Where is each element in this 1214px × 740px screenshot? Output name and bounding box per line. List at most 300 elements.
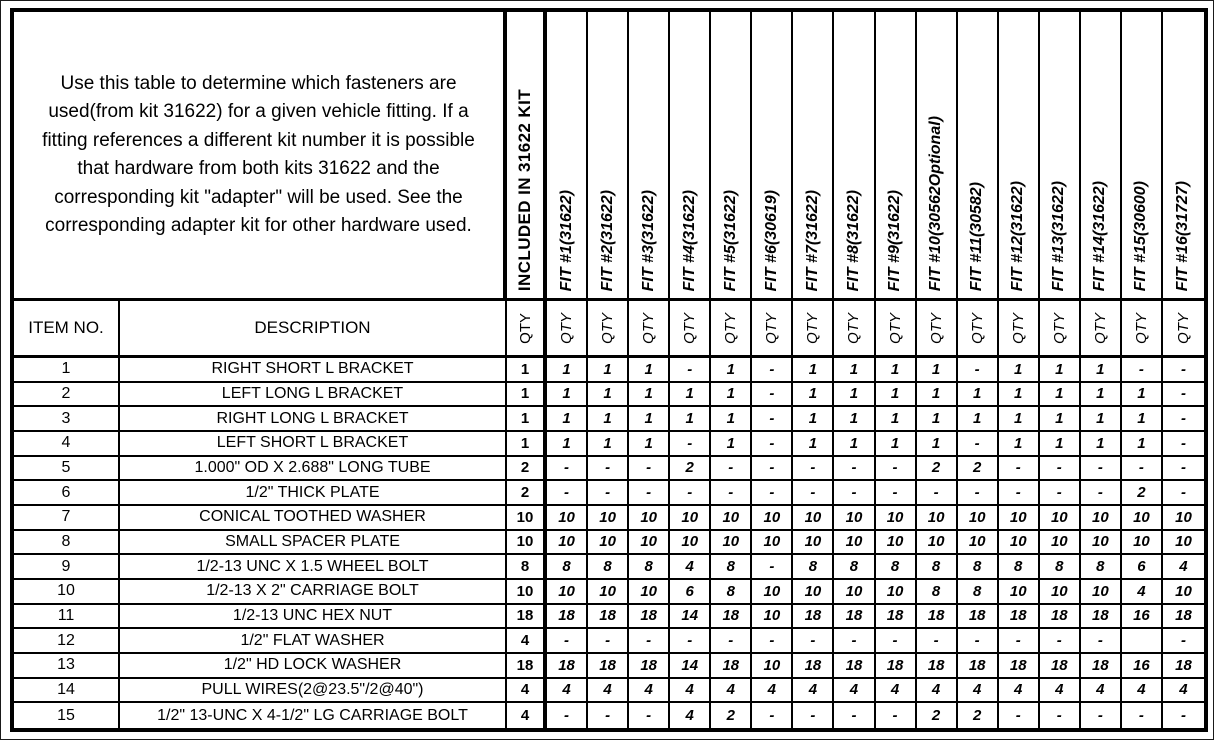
fit-qty-cell — [917, 679, 958, 704]
fit-qty-cell — [1163, 407, 1204, 432]
fit-qty-cell — [958, 383, 999, 408]
fit-qty-cell-label: 10 — [1050, 508, 1068, 526]
fit-qty-cell-label: - — [605, 484, 611, 502]
fit-qty-cell-label: 1 — [931, 360, 941, 378]
fit-qty-cell — [547, 555, 588, 580]
fit-qty-cell — [958, 654, 999, 679]
fit-qty-cell-label: 4 — [562, 681, 571, 699]
fit-qty-cell-label: - — [1180, 410, 1186, 428]
fit-qty-cell-label: 1 — [644, 360, 653, 378]
fit-qty-cell — [917, 358, 958, 383]
fit-qty-cell — [1081, 531, 1122, 556]
fit-qty-cell — [629, 555, 670, 580]
fit-qty-cell-label: - — [810, 459, 816, 477]
fit-qty-cell-label: 2 — [972, 459, 982, 477]
fit-qty-cell-label: - — [646, 632, 652, 650]
fit-qty-cell-label: 18 — [845, 607, 863, 625]
fit-qty-cell — [547, 506, 588, 531]
fit-qty-cell — [958, 703, 999, 728]
fit-qty-cell — [752, 481, 793, 506]
item-no-cell-label: 13 — [57, 656, 75, 674]
item-no-cell-label: 14 — [57, 680, 75, 698]
fit-qty-cell-label: - — [728, 632, 734, 650]
fit-qty-cell-label: 1 — [644, 385, 653, 403]
fit-column-header-3 — [629, 12, 670, 301]
fit-qty-cell-label: - — [1180, 360, 1186, 378]
fit-qty-cell — [917, 703, 958, 728]
fit-qty-cell-label: - — [851, 459, 857, 477]
fit-qty-cell-label: - — [851, 484, 857, 502]
fit-qty-cell-label: 1 — [931, 434, 941, 452]
fit-qty-cell-label: - — [1097, 707, 1103, 725]
fit-qty-cell-label: 10 — [558, 582, 575, 600]
fit-qty-header-11-label: QTY — [968, 312, 986, 344]
kit-qty-cell — [507, 407, 547, 432]
fit-qty-cell-label: 16 — [1133, 607, 1150, 625]
fit-qty-cell — [1163, 580, 1204, 605]
fit-qty-cell — [1040, 358, 1081, 383]
fit-qty-cell-label: 1 — [890, 360, 900, 378]
fit-qty-cell-label: 10 — [886, 508, 904, 526]
fit-qty-cell-label: 14 — [681, 656, 699, 674]
fit-qty-cell — [834, 358, 875, 383]
fit-column-header-9-label: FIT #9(31622) — [886, 189, 904, 291]
fit-qty-cell — [670, 679, 711, 704]
fit-qty-cell — [1122, 654, 1163, 679]
fit-qty-cell-label: 1 — [890, 434, 900, 452]
fit-qty-cell-label: 1 — [1137, 385, 1146, 403]
fit-qty-cell — [1040, 580, 1081, 605]
fit-qty-cell-label: 10 — [640, 582, 657, 600]
kit-qty-cell-label: 18 — [516, 656, 534, 674]
fit-qty-cell-label: 1 — [1014, 385, 1023, 403]
fit-qty-cell-label: 4 — [1055, 681, 1064, 699]
fit-qty-cell — [711, 703, 752, 728]
item-no-cell — [14, 703, 120, 728]
fit-qty-header-13-label: QTY — [1050, 312, 1068, 344]
fit-qty-cell-label: 4 — [849, 681, 859, 699]
fit-qty-header-3 — [629, 301, 670, 358]
fit-qty-cell-label: 10 — [927, 533, 945, 551]
fit-qty-cell-label: - — [933, 484, 939, 502]
fit-qty-cell-label: - — [892, 484, 898, 502]
fit-qty-cell — [1081, 580, 1122, 605]
fit-qty-cell-label: 1 — [1055, 360, 1064, 378]
fit-qty-cell — [1122, 358, 1163, 383]
fit-qty-cell-label: 1 — [808, 410, 818, 428]
fit-qty-cell — [588, 407, 629, 432]
fit-qty-cell-label: 10 — [927, 508, 945, 526]
item-no-cell — [14, 407, 120, 432]
fit-qty-cell — [711, 407, 752, 432]
fit-qty-cell — [588, 432, 629, 457]
fit-qty-cell — [1081, 629, 1122, 654]
kit-qty-cell-label: 8 — [520, 558, 530, 576]
fit-qty-cell — [547, 457, 588, 482]
fit-qty-cell-label: 18 — [968, 656, 986, 674]
fit-qty-cell-label: 4 — [767, 681, 777, 699]
fit-qty-cell — [793, 358, 834, 383]
fit-qty-cell — [1122, 506, 1163, 531]
fit-column-header-5 — [711, 12, 752, 301]
fit-column-header-1-label: FIT #1(31622) — [557, 189, 575, 291]
fit-qty-cell — [711, 383, 752, 408]
fit-qty-cell — [1122, 555, 1163, 580]
fit-qty-cell-label: 8 — [972, 582, 982, 600]
fit-qty-cell — [999, 383, 1040, 408]
fit-qty-cell — [793, 679, 834, 704]
fit-qty-cell-label: 10 — [1175, 508, 1192, 526]
included-kit-column-header — [507, 12, 547, 301]
fit-qty-cell-label: 4 — [1179, 558, 1188, 576]
fit-qty-cell — [629, 506, 670, 531]
kit-qty-cell — [507, 629, 547, 654]
fit-qty-cell-label: 10 — [845, 582, 863, 600]
fit-qty-cell — [629, 383, 670, 408]
fit-column-header-11 — [958, 12, 999, 301]
fit-qty-cell — [999, 654, 1040, 679]
item-no-cell-label: 12 — [57, 631, 75, 649]
fit-qty-cell-label: 1 — [808, 385, 818, 403]
fit-qty-cell — [629, 531, 670, 556]
fit-qty-cell-label: 4 — [685, 707, 694, 725]
item-no-cell — [14, 506, 120, 531]
fit-qty-cell — [1040, 703, 1081, 728]
fit-qty-cell — [876, 481, 917, 506]
item-no-cell — [14, 432, 120, 457]
fit-qty-cell — [588, 481, 629, 506]
fit-qty-cell — [752, 506, 793, 531]
fit-qty-cell — [999, 703, 1040, 728]
fit-qty-cell — [1163, 703, 1204, 728]
fit-column-header-14-label: FIT #14(31622) — [1091, 180, 1109, 291]
fit-qty-cell — [1163, 555, 1204, 580]
fit-qty-cell-label: 10 — [640, 508, 657, 526]
fit-qty-cell — [711, 457, 752, 482]
fit-qty-cell — [670, 654, 711, 679]
fit-qty-cell-label: 1 — [726, 410, 735, 428]
fit-qty-cell-label: 4 — [931, 681, 941, 699]
instructions-text — [14, 12, 507, 301]
fit-qty-cell-label: - — [605, 459, 611, 477]
fit-qty-cell — [1122, 432, 1163, 457]
fit-qty-header-11 — [958, 301, 999, 358]
fit-qty-cell — [834, 555, 875, 580]
fit-qty-cell-label: 2 — [685, 459, 694, 477]
fit-column-header-10 — [917, 12, 958, 301]
fit-column-header-5-label: FIT #5(31622) — [721, 189, 739, 291]
item-no-cell — [14, 383, 120, 408]
fit-qty-cell — [547, 407, 588, 432]
description-cell-label: LEFT LONG L BRACKET — [221, 384, 404, 402]
fit-qty-header-15-label: QTY — [1132, 312, 1150, 344]
fit-qty-cell-label: 10 — [763, 656, 781, 674]
description-cell — [120, 457, 507, 482]
fit-qty-cell — [547, 703, 588, 728]
kit-qty-cell-label: 4 — [520, 707, 530, 725]
fit-qty-cell — [917, 531, 958, 556]
fit-qty-cell — [711, 605, 752, 630]
fit-qty-cell — [834, 481, 875, 506]
description-cell-label: 1.000" OD X 2.688" LONG TUBE — [194, 458, 431, 476]
fit-qty-cell — [1040, 555, 1081, 580]
fit-qty-cell — [958, 555, 999, 580]
fit-qty-cell-label: 10 — [1175, 582, 1192, 600]
fit-qty-cell — [752, 580, 793, 605]
fit-qty-cell-label: 4 — [1179, 681, 1188, 699]
fit-qty-cell-label: 1 — [808, 360, 818, 378]
fit-qty-header-9-label: QTY — [886, 312, 904, 344]
item-no-cell — [14, 580, 120, 605]
included-kit-column-header-label: INCLUDED IN 31622 KIT — [515, 88, 534, 291]
fit-qty-cell — [711, 358, 752, 383]
fit-qty-cell — [670, 383, 711, 408]
fit-qty-cell — [629, 703, 670, 728]
fit-qty-header-14 — [1081, 301, 1122, 358]
fit-qty-cell-label: - — [605, 707, 611, 725]
fit-qty-header-16 — [1163, 301, 1204, 358]
fit-qty-cell — [670, 432, 711, 457]
fit-qty-cell — [588, 383, 629, 408]
fit-qty-cell-label: - — [1015, 459, 1021, 477]
fit-qty-cell — [876, 506, 917, 531]
item-no-cell-label: 7 — [61, 508, 71, 526]
fit-qty-cell — [588, 457, 629, 482]
fit-qty-cell — [917, 506, 958, 531]
item-no-cell — [14, 629, 120, 654]
description-cell-label: 1/2-13 UNC X 1.5 WHEEL BOLT — [196, 557, 429, 575]
fit-qty-cell — [629, 481, 670, 506]
fit-qty-cell-label: 4 — [808, 681, 818, 699]
fit-qty-cell-label: 1 — [972, 385, 982, 403]
fit-qty-cell-label: - — [646, 484, 652, 502]
kit-qty-cell-label: 10 — [516, 533, 534, 551]
fit-qty-cell — [711, 506, 752, 531]
fit-qty-cell — [958, 407, 999, 432]
kit-qty-cell-label: 2 — [520, 459, 530, 477]
description-header-label: DESCRIPTION — [254, 318, 371, 337]
fit-qty-cell — [752, 679, 793, 704]
fit-qty-cell-label: 1 — [1055, 434, 1064, 452]
fit-qty-cell-label: - — [1180, 434, 1186, 452]
fit-qty-cell — [999, 481, 1040, 506]
fit-qty-cell — [1081, 506, 1122, 531]
fit-qty-cell-label: 18 — [968, 607, 986, 625]
fit-qty-cell-label: 1 — [562, 410, 571, 428]
fit-qty-cell — [588, 605, 629, 630]
item-no-cell — [14, 679, 120, 704]
fit-column-header-14 — [1081, 12, 1122, 301]
fit-qty-cell — [834, 629, 875, 654]
fit-qty-cell-label: 18 — [722, 656, 740, 674]
description-cell-label: LEFT SHORT L BRACKET — [216, 434, 409, 452]
fit-qty-cell — [1163, 629, 1204, 654]
fit-qty-cell-label: 4 — [1096, 681, 1105, 699]
fit-qty-cell — [999, 457, 1040, 482]
fit-qty-cell — [711, 679, 752, 704]
fit-qty-cell-label: 1 — [603, 410, 612, 428]
fit-qty-cell-label: 8 — [931, 558, 941, 576]
kit-qty-cell-label: 1 — [520, 360, 530, 378]
kit-qty-cell-label: 18 — [516, 607, 534, 625]
fit-qty-cell — [711, 481, 752, 506]
fit-qty-cell-label: - — [687, 434, 693, 452]
fit-qty-cell-label: - — [1015, 632, 1021, 650]
fit-qty-cell — [917, 407, 958, 432]
fit-qty-cell-label: 6 — [1137, 558, 1146, 576]
fit-qty-cell — [1040, 383, 1081, 408]
fit-qty-cell-label: 8 — [726, 582, 735, 600]
description-cell — [120, 531, 507, 556]
fit-qty-cell-label: 1 — [726, 434, 735, 452]
fit-qty-cell-label: 1 — [849, 360, 859, 378]
fit-qty-cell-label: 1 — [644, 410, 653, 428]
fit-qty-cell-label: 1 — [972, 410, 982, 428]
fit-qty-cell-label: 1 — [726, 360, 735, 378]
fit-qty-cell-label: 8 — [562, 558, 571, 576]
fit-qty-cell — [834, 457, 875, 482]
fit-qty-cell-label: 10 — [886, 582, 904, 600]
fit-qty-header-5-label: QTY — [722, 312, 740, 344]
fit-qty-cell — [834, 605, 875, 630]
fit-qty-cell — [876, 555, 917, 580]
fit-qty-cell-label: 2 — [931, 459, 941, 477]
fit-qty-cell-label: 10 — [1175, 533, 1192, 551]
fit-qty-cell — [752, 605, 793, 630]
instructions-text-label: Use this table to determine which fasteners are used(from kit 31622) for a given vehicle fitting. If a fitting references a different kit number it is possible that hardware from both kits 31622 and the corresponding kit "adapter" will be used. See the corresponding adapter kit for other hardware used. — [42, 72, 475, 236]
fit-qty-cell — [1081, 605, 1122, 630]
fit-qty-cell-label: 10 — [845, 508, 863, 526]
fit-qty-cell-label: 10 — [968, 533, 986, 551]
fit-qty-header-1-label: QTY — [558, 312, 576, 344]
fit-qty-cell-label: 18 — [886, 656, 904, 674]
fit-qty-cell-label: 1 — [1096, 410, 1105, 428]
fit-qty-cell — [752, 654, 793, 679]
fit-qty-cell-label: 10 — [1009, 508, 1027, 526]
description-cell — [120, 407, 507, 432]
item-no-cell-label: 1 — [61, 360, 71, 378]
fit-qty-cell-label: 1 — [603, 434, 612, 452]
fit-qty-cell-label: 8 — [726, 558, 735, 576]
fit-qty-cell — [834, 383, 875, 408]
fit-qty-cell-label: - — [810, 632, 816, 650]
fit-qty-cell-label: 10 — [763, 508, 781, 526]
fit-qty-header-6 — [752, 301, 793, 358]
fit-qty-cell-label: 1 — [931, 410, 941, 428]
fit-qty-cell-label: - — [564, 632, 570, 650]
kit-qty-cell — [507, 555, 547, 580]
fit-qty-cell-label: 10 — [1133, 533, 1150, 551]
fit-qty-header-2-label: QTY — [599, 312, 617, 344]
fit-qty-cell-label: - — [769, 558, 775, 576]
fit-qty-cell-label: 1 — [562, 434, 571, 452]
fit-qty-cell-label: - — [646, 707, 652, 725]
fit-qty-cell — [834, 506, 875, 531]
fit-column-header-12 — [999, 12, 1040, 301]
fit-qty-cell-label: - — [892, 707, 898, 725]
fit-qty-cell — [711, 629, 752, 654]
fit-qty-cell — [547, 629, 588, 654]
fit-qty-cell-label: - — [1180, 707, 1186, 725]
fit-qty-header-1 — [547, 301, 588, 358]
fit-qty-header-14-label: QTY — [1091, 312, 1109, 344]
fit-qty-cell-label: 18 — [558, 607, 575, 625]
description-cell-label: PULL WIRES(2@23.5"/2@40") — [201, 680, 424, 698]
fit-qty-cell-label: 8 — [1096, 558, 1105, 576]
fit-qty-cell-label: 18 — [804, 656, 822, 674]
fit-qty-cell-label: 18 — [722, 607, 740, 625]
fit-qty-cell-label: 1 — [849, 385, 859, 403]
fit-qty-header-6-label: QTY — [763, 312, 781, 344]
fit-qty-cell — [670, 407, 711, 432]
fit-column-header-10-label: FIT #10(30562Optional) — [927, 115, 945, 291]
kit-qty-header — [507, 301, 547, 358]
fit-qty-cell — [711, 654, 752, 679]
fit-qty-cell — [999, 580, 1040, 605]
fit-column-header-4-label: FIT #4(31622) — [680, 189, 698, 291]
fit-qty-cell — [1122, 457, 1163, 482]
fit-qty-cell-label: 1 — [1055, 410, 1064, 428]
fit-qty-cell-label: - — [810, 707, 816, 725]
fit-qty-cell-label: 2 — [1137, 484, 1146, 502]
fit-qty-header-10-label: QTY — [927, 312, 945, 344]
kit-qty-cell — [507, 654, 547, 679]
fit-qty-cell-label: - — [1056, 707, 1062, 725]
fit-qty-cell-label: 18 — [1050, 607, 1068, 625]
fit-qty-cell — [1081, 407, 1122, 432]
fit-qty-cell-label: 1 — [603, 360, 612, 378]
fit-qty-cell-label: - — [810, 484, 816, 502]
fit-column-header-9 — [876, 12, 917, 301]
fit-qty-cell — [1122, 383, 1163, 408]
fit-qty-cell-label: 1 — [726, 385, 735, 403]
fit-qty-cell — [670, 703, 711, 728]
fit-qty-cell-label: - — [564, 707, 570, 725]
fit-qty-cell — [917, 629, 958, 654]
description-cell — [120, 605, 507, 630]
fit-qty-cell-label: 10 — [640, 533, 657, 551]
fit-qty-cell — [793, 555, 834, 580]
fit-column-header-7-label: FIT #7(31622) — [803, 189, 821, 291]
fit-qty-cell-label: 1 — [1137, 410, 1146, 428]
kit-qty-cell-label: 1 — [520, 410, 530, 428]
item-no-cell-label: 4 — [61, 434, 71, 452]
fit-qty-cell-label: - — [1180, 385, 1186, 403]
fit-column-header-13-label: FIT #13(31622) — [1050, 180, 1068, 291]
item-no-cell-label: 6 — [61, 483, 71, 501]
fit-qty-header-8 — [834, 301, 875, 358]
fit-qty-cell-label: 10 — [558, 533, 575, 551]
fit-qty-cell — [1163, 531, 1204, 556]
fit-qty-cell — [1163, 457, 1204, 482]
fit-qty-cell — [999, 531, 1040, 556]
fit-qty-cell — [793, 703, 834, 728]
fit-column-header-6-label: FIT #6(30619) — [762, 189, 780, 291]
fit-qty-cell-label: 18 — [599, 607, 616, 625]
fit-qty-cell — [588, 580, 629, 605]
kit-qty-cell — [507, 358, 547, 383]
fit-qty-cell — [588, 629, 629, 654]
fit-qty-header-5 — [711, 301, 752, 358]
description-cell — [120, 506, 507, 531]
item-no-cell — [14, 654, 120, 679]
fit-qty-cell-label: 1 — [1014, 360, 1023, 378]
fit-qty-cell — [629, 457, 670, 482]
fit-qty-cell-label: 8 — [808, 558, 818, 576]
fit-qty-cell — [547, 605, 588, 630]
fit-qty-cell-label: - — [564, 484, 570, 502]
fit-qty-cell-label: 8 — [1014, 558, 1023, 576]
